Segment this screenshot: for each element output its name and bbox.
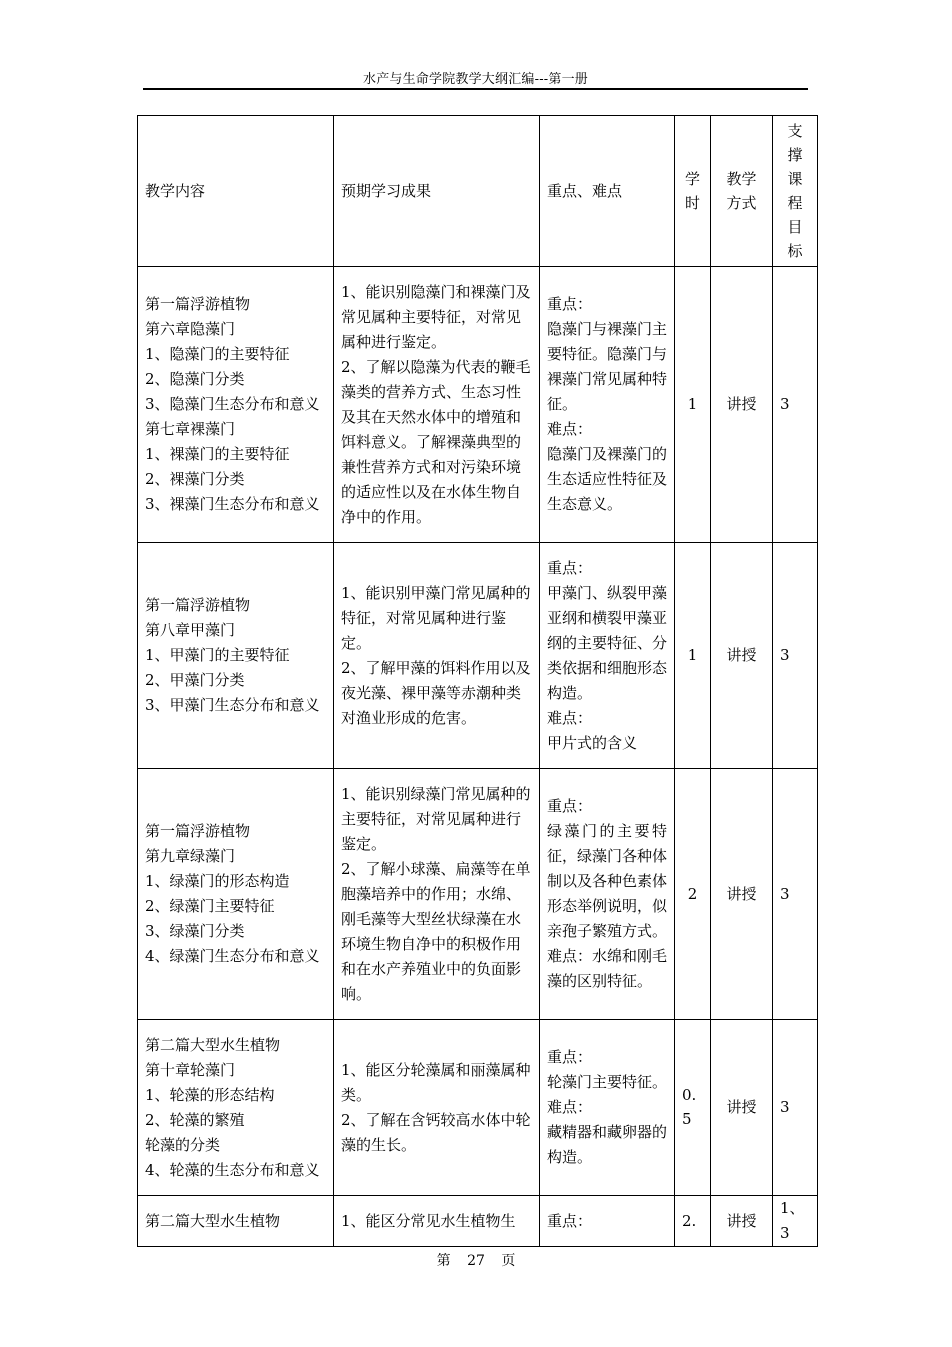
column-header-objective: 支撑课程目标 [773,116,818,267]
table-header-row [138,116,818,267]
row-key-points-cell: 重点： 绿藻门的主要特征，绿藻门各种体制以及各种色素体形态举例说明，似亲孢子繁殖方式。 难点：水绵和刚毛藻的区别特征。 [540,769,675,1020]
row-objective-cell: 1、3 [773,1196,818,1247]
row-hours-cell: 0.5 [675,1020,711,1196]
row-method-cell: 讲授 [711,543,773,769]
row-content-cell: 第一篇浮游植物 第八章甲藻门 1、甲藻门的主要特征 2、甲藻门分类 3、甲藻门生态分布和意义 [138,543,334,769]
row-objective-cell: 3 [773,267,818,543]
row-objective-cell: 3 [773,769,818,1020]
row-method-cell: 讲授 [711,769,773,1020]
table-row [138,1196,818,1247]
row-hours-cell: 1 [675,543,711,769]
row-key-points-cell: 重点： 甲藻门、纵裂甲藻亚纲和横裂甲藻亚纲的主要特征、分类依据和细胞形态构造。 难点： 甲片式的含义 [540,543,675,769]
table-row [138,543,818,769]
row-outcome-cell: 1、能区分轮藻属和丽藻属种类。 2、了解在含钙较高水体中轮藻的生长。 [334,1020,540,1196]
row-key-points-cell: 重点： 隐藻门与裸藻门主要特征。隐藻门与裸藻门常见属种特征。 难点： 隐藻门及裸藻门的生态适应性特征及生态意义。 [540,267,675,543]
row-key-points-cell: 重点： [540,1196,675,1247]
row-content-cell: 第一篇浮游植物 第六章隐藻门 1、隐藻门的主要特征 2、隐藻门分类 3、隐藻门生态分布和意义 第七章裸藻门 1、裸藻门的主要特征 2、裸藻门分类 3、裸藻门生态分布和意义 [138,267,334,543]
table-row [138,769,818,1020]
row-content-cell: 第一篇浮游植物 第九章绿藻门 1、绿藻门的形态构造 2、绿藻门主要特征 3、绿藻门分类 4、绿藻门生态分布和意义 [138,769,334,1020]
header-divider [143,88,808,90]
column-header-method: 教学方式 [711,116,773,267]
table-row [138,1020,818,1196]
row-content-cell: 第二篇大型水生植物 第十章轮藻门 1、轮藻的形态结构 2、轮藻的繁殖 轮藻的分类 4、轮藻的生态分布和意义 [138,1020,334,1196]
row-outcome-cell: 1、能识别隐藻门和裸藻门及常见属种主要特征，对常见属种进行鉴定。 2、了解以隐藻为代表的鞭毛藻类的营养方式、生态习性及其在天然水体中的增殖和饵料意义。了解裸藻典型的兼性营养方式和对污染环境的适应性以及在水体生物自净中的作用。 [334,267,540,543]
column-header-content: 教学内容 [138,116,334,267]
row-content-cell: 第二篇大型水生植物 [138,1196,334,1247]
row-method-cell: 讲授 [711,267,773,543]
row-outcome-cell: 1、能识别甲藻门常见属种的特征，对常见属种进行鉴定。 2、了解甲藻的饵料作用以及夜光藻、裸甲藻等赤潮种类对渔业形成的危害。 [334,543,540,769]
table-row [138,267,818,543]
row-hours-cell: 2 [675,769,711,1020]
syllabus-table [137,115,818,1247]
row-method-cell: 讲授 [711,1020,773,1196]
column-header-outcome: 预期学习成果 [334,116,540,267]
column-header-hours: 学时 [675,116,711,267]
row-hours-cell: 2. [675,1196,711,1247]
row-outcome-cell: 1、能区分常见水生植物生 [334,1196,540,1247]
column-header-key-points: 重点、难点 [540,116,675,267]
row-objective-cell: 3 [773,1020,818,1196]
row-outcome-cell: 1、能识别绿藻门常见属种的主要特征，对常见属种进行鉴定。 2、了解小球藻、扁藻等在单胞藻培养中的作用；水绵、刚毛藻等大型丝状绿藻在水环境生物自净中的积极作用和在水产养殖业中的负面影响。 [334,769,540,1020]
row-method-cell: 讲授 [711,1196,773,1247]
row-hours-cell: 1 [675,267,711,543]
document-header-title: 水产与生命学院教学大纲汇编---第一册 [363,72,588,87]
row-key-points-cell: 重点： 轮藻门主要特征。 难点： 藏精器和藏卵器的构造。 [540,1020,675,1196]
row-objective-cell: 3 [773,543,818,769]
page-number: 第 27 页 [436,1253,516,1269]
